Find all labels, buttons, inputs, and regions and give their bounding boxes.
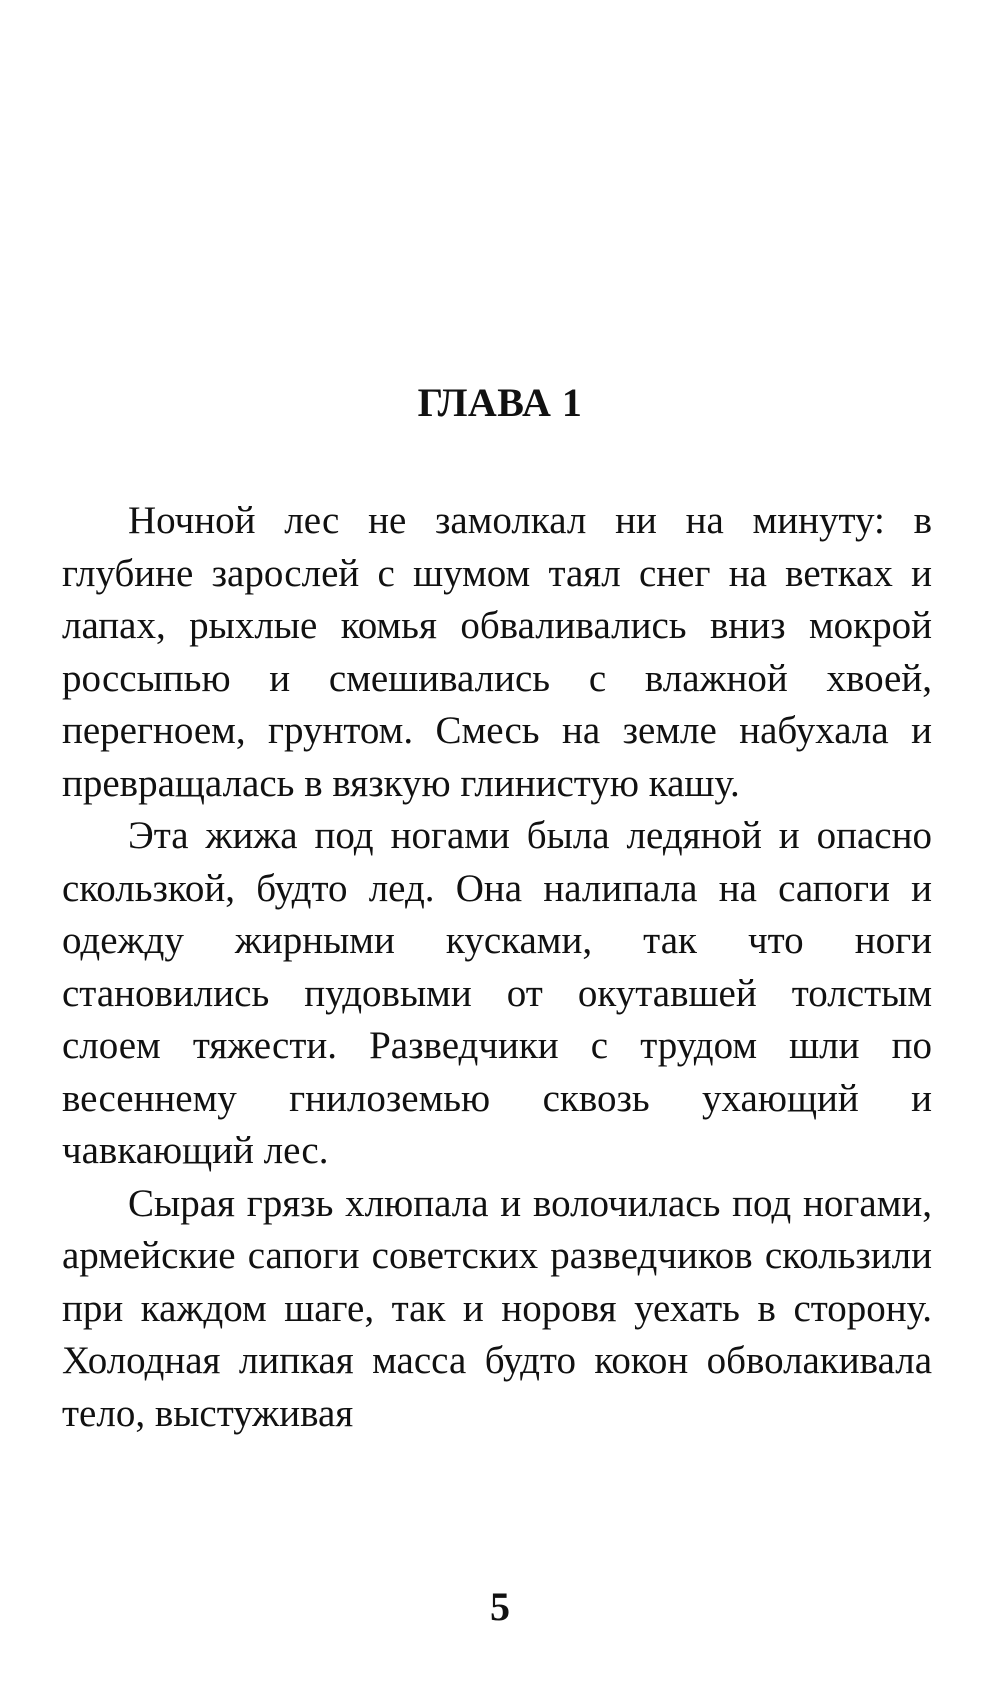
paragraph-3: Сырая грязь хлюпала и волочилась под ногами, армейские сапоги советских разведчиков скользили при каждом шаге, так и норовя уехать в сторону. Холодная липкая масса будто кокон обволакивала тело, выстуживая	[62, 1181, 932, 1435]
body-text	[62, 495, 932, 1440]
page-number: 5	[490, 1584, 510, 1629]
paragraph-2: Эта жижа под ногами была ледяной и опасно скользкой, будто лед. Она налипала на сапоги и одежду жирными кусками, так что ноги становились пудовыми от окутавшей толстым слоем тяжести. Разведчики с трудом шли по весеннему гнилоземью сквозь ухающий и чавкающий лес.	[62, 814, 932, 1172]
chapter-title: ГЛАВА 1	[417, 380, 583, 425]
paragraph-1: Ночной лес не замолкал ни на минуту: в глубине зарослей с шумом таял снег на ветках и лапах, рыхлые комья обваливались вниз мокрой россыпью и смешивались с влажной хвоей, перегноем, грунтом. Смесь на земле набухала и превращалась в вязкую глинистую кашу.	[62, 499, 932, 805]
